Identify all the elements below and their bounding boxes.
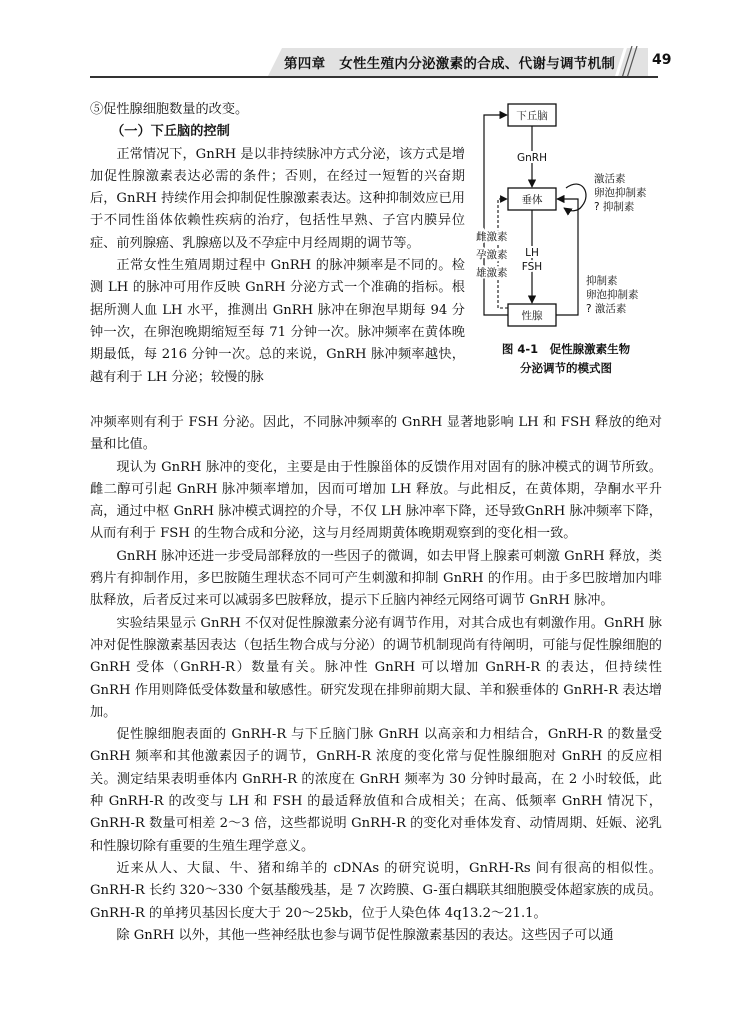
caption-line-2: 分泌调节的模式图 <box>520 361 612 375</box>
pituitary-factor-inhibin: ? 抑制素 <box>594 201 635 213</box>
caption-line-1: 图 4-1 促性腺激素生物 <box>501 342 631 356</box>
gonad-label: 性腺 <box>521 310 543 322</box>
paragraph: 除 GnRH 以外，其他一些神经肽也参与调节促性腺激素基因的表达。这些因子可以通 <box>116 927 614 943</box>
paragraph-continued: 冲频率则有利于 FSH 分泌。因此，不同脉冲频率的 GnRH 显著地影响 LH 和 FSH 释放的绝对量和比值。 <box>90 415 662 453</box>
paragraph: 近来从人、大鼠、牛、猪和绵羊的 cDNAs 的研究说明，GnRH-Rs 间有很高的相似性。GnRH-R 长约 320～330 个氨基酸残基，是 7 次跨膜、G-蛋白耦联其细胞膜受体超家族的成员。GnRH-R 的单拷贝基因长度大于 20～25kb，位于人染色体 4q13.2～21.1。 <box>90 860 662 921</box>
paragraph: 实验结果显示 GnRH 不仅对促性腺激素分泌有调节作用，对其合成也有刺激作用。GnRH 脉冲对促性腺激素基因表达（包括生物合成与分泌）的调节机制现尚有待阐明，可能与促性腺细胞的 GnRH 受体（GnRH-R）数量有关。脉冲性 GnRH 可以增加 GnRH-R 的表达，但持续性 GnRH 作用则降低受体数量和敏感性。研究发现在排卵前期大鼠、羊和猴垂体的 GnRH-R 表达增加。 <box>90 615 662 720</box>
pituitary-label: 垂体 <box>521 194 543 206</box>
intro-line: ⑤促性腺细胞数量的改变。 <box>90 102 249 117</box>
gonad-factor-inhibin: 抑制素 <box>586 275 618 287</box>
header-stripes-decoration <box>606 46 642 78</box>
paragraph: 正常情况下，GnRH 是以非持续脉冲方式分泌，该方式是增加促性腺激素表达必需的条件；否则，在经过一短暂的兴奋期后，GnRH 持续作用会抑制促性腺激素表达。这种抑制效应已用于不同性甾体依赖性疾病的治疗，包括性早熟、子宫内膜异位症、前列腺癌、乳腺癌以及不孕症中月经周期的调节等。 <box>90 146 465 251</box>
left-label-estrogen: 雌激素 <box>476 231 508 243</box>
hypothalamus-label: 下丘脑 <box>516 110 548 122</box>
paragraph: 现认为 GnRH 脉冲的变化，主要是由于性腺甾体的反馈作用对固有的脉冲模式的调节所致。雌二醇可引起 GnRH 脉冲频率增加，因而可增加 LH 释放。与此相反，在黄体期，孕酮水平升高，通过中枢 GnRH 脉冲模式调控的介导，不仅 LH 脉冲率下降，还导致GnRH 脉冲频率下降，从而有利于 FSH 的生物合成和分泌，这与月经周期黄体晚期观察到的变化相一致。 <box>90 459 662 542</box>
fsh-label: FSH <box>521 261 543 273</box>
pituitary-factor-follistatin: 卵泡抑制素 <box>594 187 647 199</box>
text-column-narrow <box>90 99 465 389</box>
running-header <box>0 0 750 76</box>
lh-label: LH <box>525 247 539 259</box>
paragraph: 促性腺细胞表面的 GnRH-R 与下丘脑门脉 GnRH 以高亲和力相结合，GnRH-R 的数量受 GnRH 频率和其他激素因子的调节，GnRH-R 浓度的变化常与促性腺细胞对 GnRH 的反应相关。测定结果表明垂体内 GnRH-R 的浓度在 GnRH 频率为 30 分钟时最高，在 2 小时较低，此种 GnRH-R 的改变与 LH 和 FSH 的最适释放值和合成相关；在高、低频率 GnRH 情况下，GnRH-R 数量可相差 2～3 倍，这些都说明 GnRH-R 的变化对垂体发育、动情周期、妊娠、泌乳和性腺切除有重要的生殖生理学意义。 <box>90 727 662 854</box>
paragraph: 正常女性生殖周期过程中 GnRH 的脉冲频率是不同的。检测 LH 的脉冲可用作反映 GnRH 分泌方式一个准确的指标。根据所测人血 LH 水平，推测出 GnRH 脉冲在卵泡早期每 94 分钟一次，在卵泡晚期缩短至每 71 分钟一次。脉冲频率在黄体晚期最低，每 216 分钟一次。总的来说，GnRH 脉冲频率越快，越有利于 LH 分泌；较慢的脉 <box>90 258 465 385</box>
gonad-factor-follistatin: 卵泡抑制素 <box>586 289 639 301</box>
figure-caption <box>470 340 662 378</box>
text-column-full <box>90 412 662 947</box>
pituitary-self-loop <box>564 184 586 211</box>
gnrh-label: GnRH <box>517 152 547 164</box>
chapter-title: 第四章 女性生殖内分泌激素的合成、代谢与调节机制 <box>284 56 616 72</box>
pituitary-factor-activin: 激活素 <box>594 173 626 185</box>
header-rule <box>90 76 658 78</box>
feedback-loop-hypothalamus <box>484 115 508 315</box>
gonad-factor-activin: ? 激活素 <box>586 303 627 315</box>
left-label-progesterone: 孕激素 <box>476 249 508 261</box>
section-heading: （一）下丘脑的控制 <box>111 124 230 140</box>
gonad-feedback-right <box>556 199 578 315</box>
page-number: 49 <box>652 52 672 68</box>
left-label-androgen: 雄激素 <box>476 267 508 279</box>
paragraph: GnRH 脉冲还进一步受局部释放的一些因子的微调，如去甲肾上腺素可刺激 GnRH 释放，类鸦片有抑制作用，多巴胺随生理状态不同可产生刺激和抑制 GnRH 的作用。由于多巴胺增加内啡肽释放，后者反过来可以减弱多巴胺释放，提示下丘脑内神经元网络可调节 GnRH 脉冲。 <box>90 548 662 609</box>
